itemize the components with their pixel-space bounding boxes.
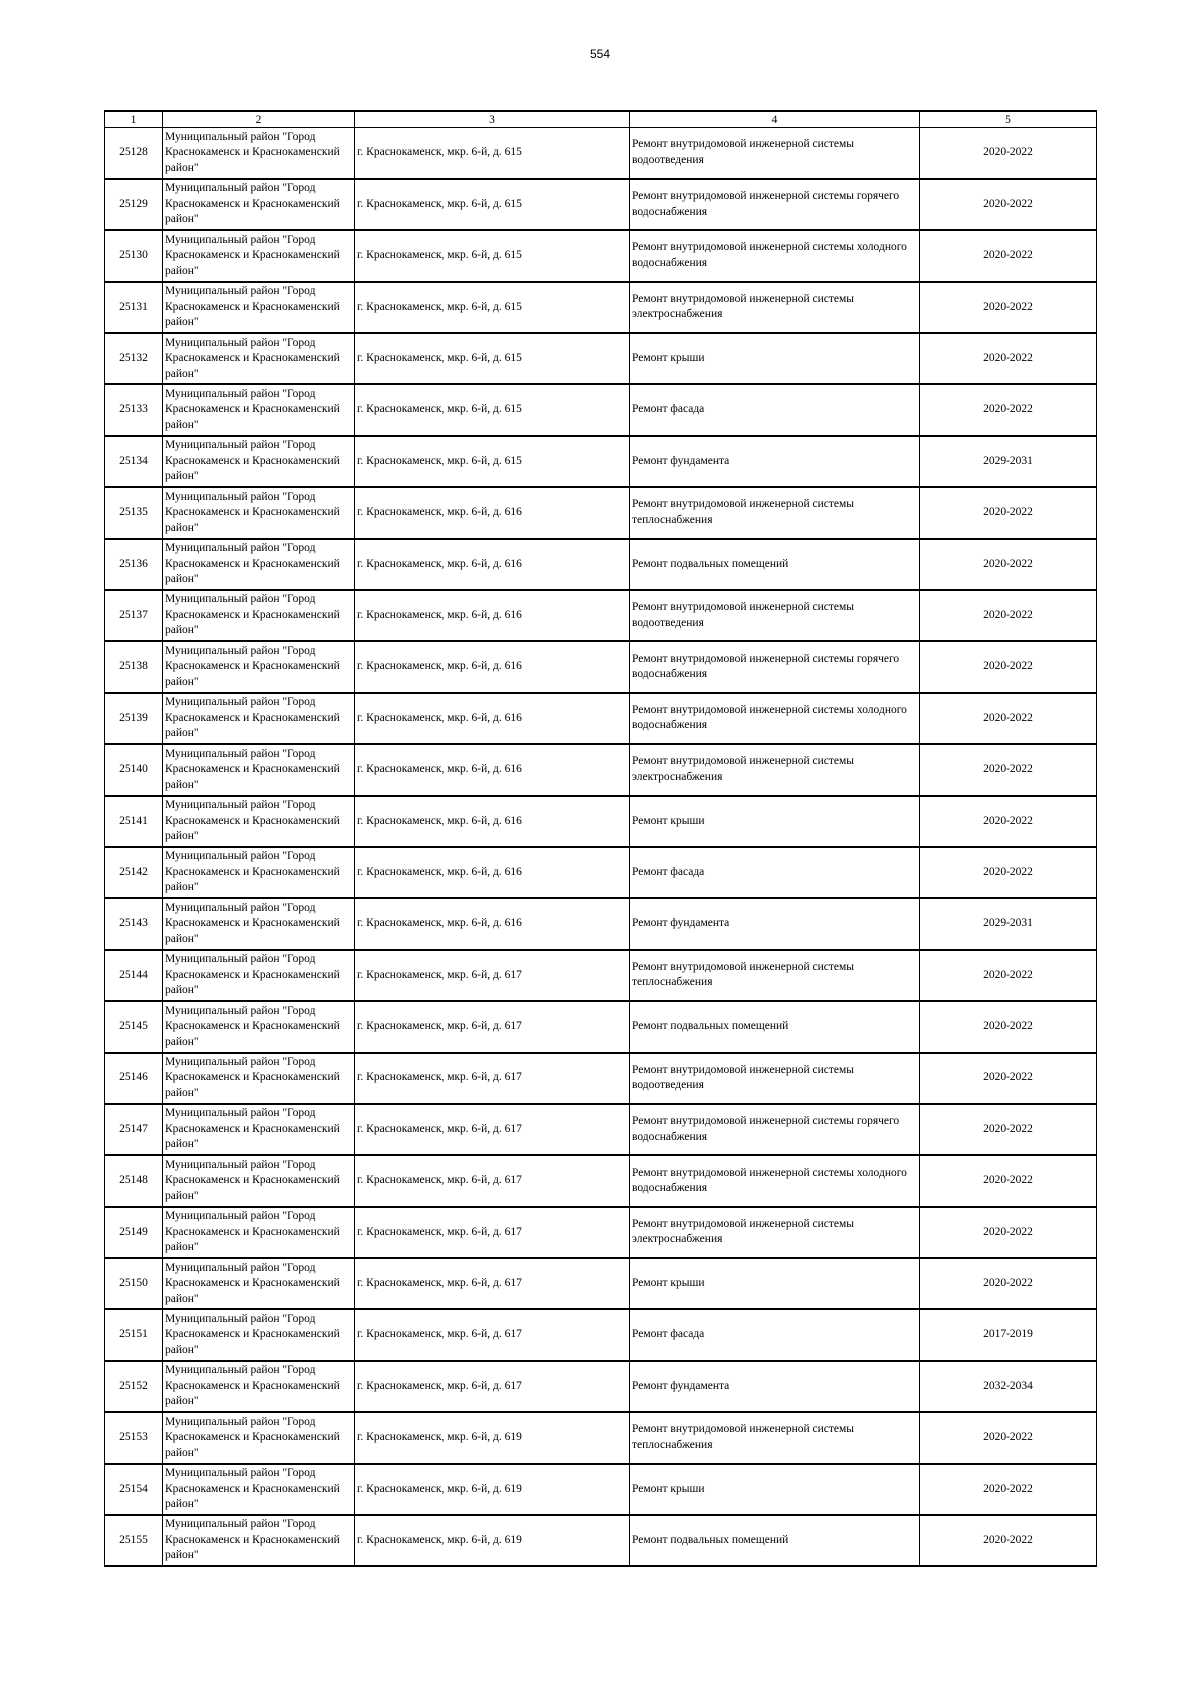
- address-cell: г. Краснокаменск, мкр. 6-й, д. 619: [355, 1464, 630, 1515]
- row-number: 25145: [105, 1001, 163, 1052]
- table-row: [105, 1464, 1097, 1515]
- period-cell: 2020-2022: [920, 333, 1097, 384]
- municipality-cell: Муниципальный район "Город Краснокаменск и Краснокаменский район": [163, 1361, 355, 1412]
- period-cell: 2020-2022: [920, 641, 1097, 692]
- row-number: 25140: [105, 744, 163, 795]
- period-cell: 2020-2022: [920, 1207, 1097, 1258]
- work-type-cell: Ремонт подвальных помещений: [630, 1001, 920, 1052]
- table-row: [105, 487, 1097, 538]
- work-type-cell: Ремонт внутридомовой инженерной системы горячего водоснабжения: [630, 179, 920, 230]
- period-cell: 2020-2022: [920, 539, 1097, 590]
- row-number: 25130: [105, 230, 163, 281]
- address-cell: г. Краснокаменск, мкр. 6-й, д. 616: [355, 539, 630, 590]
- address-cell: г. Краснокаменск, мкр. 6-й, д. 616: [355, 796, 630, 847]
- address-cell: г. Краснокаменск, мкр. 6-й, д. 616: [355, 487, 630, 538]
- municipality-cell: Муниципальный район "Город Краснокаменск и Краснокаменский район": [163, 487, 355, 538]
- table-row: [105, 128, 1097, 179]
- work-type-cell: Ремонт внутридомовой инженерной системы холодного водоснабжения: [630, 693, 920, 744]
- municipality-cell: Муниципальный район "Город Краснокаменск и Краснокаменский район": [163, 1258, 355, 1309]
- address-cell: г. Краснокаменск, мкр. 6-й, д. 616: [355, 693, 630, 744]
- address-cell: г. Краснокаменск, мкр. 6-й, д. 615: [355, 282, 630, 333]
- address-cell: г. Краснокаменск, мкр. 6-й, д. 615: [355, 333, 630, 384]
- municipality-cell: Муниципальный район "Город Краснокаменск и Краснокаменский район": [163, 384, 355, 435]
- municipality-cell: Муниципальный район "Город Краснокаменск и Краснокаменский район": [163, 1001, 355, 1052]
- column-header-5: 5: [920, 111, 1097, 128]
- row-number: 25134: [105, 436, 163, 487]
- table-body: [105, 128, 1097, 1567]
- row-number: 25150: [105, 1258, 163, 1309]
- table-row: [105, 693, 1097, 744]
- municipality-cell: Муниципальный район "Город Краснокаменск и Краснокаменский район": [163, 641, 355, 692]
- row-number: 25149: [105, 1207, 163, 1258]
- table-row: [105, 539, 1097, 590]
- row-number: 25137: [105, 590, 163, 641]
- table-header: [105, 111, 1097, 128]
- table-row: [105, 847, 1097, 898]
- table-row: [105, 744, 1097, 795]
- work-type-cell: Ремонт крыши: [630, 1464, 920, 1515]
- period-cell: 2020-2022: [920, 1515, 1097, 1566]
- work-type-cell: Ремонт внутридомовой инженерной системы горячего водоснабжения: [630, 641, 920, 692]
- column-header-1: 1: [105, 111, 163, 128]
- municipality-cell: Муниципальный район "Город Краснокаменск и Краснокаменский район": [163, 693, 355, 744]
- column-header-2: 2: [163, 111, 355, 128]
- address-cell: г. Краснокаменск, мкр. 6-й, д. 619: [355, 1515, 630, 1566]
- municipality-cell: Муниципальный район "Город Краснокаменск и Краснокаменский район": [163, 898, 355, 949]
- address-cell: г. Краснокаменск, мкр. 6-й, д. 617: [355, 1207, 630, 1258]
- period-cell: 2020-2022: [920, 950, 1097, 1001]
- work-type-cell: Ремонт подвальных помещений: [630, 539, 920, 590]
- work-type-cell: Ремонт внутридомовой инженерной системы теплоснабжения: [630, 950, 920, 1001]
- work-type-cell: Ремонт подвальных помещений: [630, 1515, 920, 1566]
- period-cell: 2020-2022: [920, 1464, 1097, 1515]
- municipality-cell: Муниципальный район "Город Краснокаменск и Краснокаменский район": [163, 1412, 355, 1463]
- table-row: [105, 1258, 1097, 1309]
- municipality-cell: Муниципальный район "Город Краснокаменск и Краснокаменский район": [163, 950, 355, 1001]
- address-cell: г. Краснокаменск, мкр. 6-й, д. 617: [355, 1053, 630, 1104]
- address-cell: г. Краснокаменск, мкр. 6-й, д. 617: [355, 950, 630, 1001]
- period-cell: 2020-2022: [920, 384, 1097, 435]
- municipality-cell: Муниципальный район "Город Краснокаменск и Краснокаменский район": [163, 128, 355, 179]
- municipality-cell: Муниципальный район "Город Краснокаменск и Краснокаменский район": [163, 436, 355, 487]
- row-number: 25153: [105, 1412, 163, 1463]
- municipality-cell: Муниципальный район "Город Краснокаменск и Краснокаменский район": [163, 590, 355, 641]
- period-cell: 2029-2031: [920, 436, 1097, 487]
- row-number: 25133: [105, 384, 163, 435]
- address-cell: г. Краснокаменск, мкр. 6-й, д. 617: [355, 1309, 630, 1360]
- municipality-cell: Муниципальный район "Город Краснокаменск и Краснокаменский район": [163, 1309, 355, 1360]
- row-number: 25152: [105, 1361, 163, 1412]
- period-cell: 2020-2022: [920, 1155, 1097, 1206]
- table-row: [105, 1001, 1097, 1052]
- work-type-cell: Ремонт фасада: [630, 847, 920, 898]
- work-type-cell: Ремонт фундамента: [630, 1361, 920, 1412]
- row-number: 25144: [105, 950, 163, 1001]
- row-number: 25142: [105, 847, 163, 898]
- period-cell: 2020-2022: [920, 590, 1097, 641]
- municipality-cell: Муниципальный район "Город Краснокаменск и Краснокаменский район": [163, 539, 355, 590]
- table-row: [105, 1155, 1097, 1206]
- table-row: [105, 898, 1097, 949]
- row-number: 25141: [105, 796, 163, 847]
- work-type-cell: Ремонт внутридомовой инженерной системы электроснабжения: [630, 1207, 920, 1258]
- municipality-cell: Муниципальный район "Город Краснокаменск и Краснокаменский район": [163, 282, 355, 333]
- work-type-cell: Ремонт внутридомовой инженерной системы горячего водоснабжения: [630, 1104, 920, 1155]
- municipality-cell: Муниципальный район "Город Краснокаменск и Краснокаменский район": [163, 1515, 355, 1566]
- row-number: 25148: [105, 1155, 163, 1206]
- row-number: 25132: [105, 333, 163, 384]
- address-cell: г. Краснокаменск, мкр. 6-й, д. 617: [355, 1258, 630, 1309]
- address-cell: г. Краснокаменск, мкр. 6-й, д. 617: [355, 1104, 630, 1155]
- column-header-4: 4: [630, 111, 920, 128]
- period-cell: 2032-2034: [920, 1361, 1097, 1412]
- period-cell: 2020-2022: [920, 693, 1097, 744]
- table-row: [105, 282, 1097, 333]
- work-type-cell: Ремонт внутридомовой инженерной системы теплоснабжения: [630, 487, 920, 538]
- row-number: 25147: [105, 1104, 163, 1155]
- period-cell: 2020-2022: [920, 744, 1097, 795]
- municipality-cell: Муниципальный район "Город Краснокаменск и Краснокаменский район": [163, 179, 355, 230]
- table-row: [105, 384, 1097, 435]
- row-number: 25146: [105, 1053, 163, 1104]
- municipality-cell: Муниципальный район "Город Краснокаменск и Краснокаменский район": [163, 1464, 355, 1515]
- work-type-cell: Ремонт фундамента: [630, 436, 920, 487]
- table-row: [105, 641, 1097, 692]
- work-type-cell: Ремонт внутридомовой инженерной системы водоотведения: [630, 1053, 920, 1104]
- work-type-cell: Ремонт внутридомовой инженерной системы холодного водоснабжения: [630, 230, 920, 281]
- table-row: [105, 796, 1097, 847]
- address-cell: г. Краснокаменск, мкр. 6-й, д. 617: [355, 1361, 630, 1412]
- repair-schedule-table: [104, 110, 1097, 1567]
- address-cell: г. Краснокаменск, мкр. 6-й, д. 619: [355, 1412, 630, 1463]
- row-number: 25136: [105, 539, 163, 590]
- table-row: [105, 590, 1097, 641]
- address-cell: г. Краснокаменск, мкр. 6-й, д. 615: [355, 128, 630, 179]
- address-cell: г. Краснокаменск, мкр. 6-й, д. 616: [355, 641, 630, 692]
- period-cell: 2020-2022: [920, 487, 1097, 538]
- municipality-cell: Муниципальный район "Город Краснокаменск и Краснокаменский район": [163, 847, 355, 898]
- table-row: [105, 1104, 1097, 1155]
- work-type-cell: Ремонт внутридомовой инженерной системы электроснабжения: [630, 744, 920, 795]
- municipality-cell: Муниципальный район "Город Краснокаменск и Краснокаменский район": [163, 1053, 355, 1104]
- work-type-cell: Ремонт внутридомовой инженерной системы холодного водоснабжения: [630, 1155, 920, 1206]
- address-cell: г. Краснокаменск, мкр. 6-й, д. 617: [355, 1155, 630, 1206]
- work-type-cell: Ремонт крыши: [630, 796, 920, 847]
- table-row: [105, 333, 1097, 384]
- column-number-row: [105, 111, 1097, 128]
- page-number: 554: [589, 47, 611, 61]
- row-number: 25155: [105, 1515, 163, 1566]
- municipality-cell: Муниципальный район "Город Краснокаменск и Краснокаменский район": [163, 1207, 355, 1258]
- work-type-cell: Ремонт внутридомовой инженерной системы теплоснабжения: [630, 1412, 920, 1463]
- address-cell: г. Краснокаменск, мкр. 6-й, д. 616: [355, 847, 630, 898]
- row-number: 25151: [105, 1309, 163, 1360]
- period-cell: 2020-2022: [920, 1104, 1097, 1155]
- table-row: [105, 1515, 1097, 1566]
- work-type-cell: Ремонт крыши: [630, 1258, 920, 1309]
- table-row: [105, 230, 1097, 281]
- table-row: [105, 1207, 1097, 1258]
- period-cell: 2029-2031: [920, 898, 1097, 949]
- address-cell: г. Краснокаменск, мкр. 6-й, д. 615: [355, 436, 630, 487]
- period-cell: 2020-2022: [920, 230, 1097, 281]
- period-cell: 2020-2022: [920, 1258, 1097, 1309]
- municipality-cell: Муниципальный район "Город Краснокаменск и Краснокаменский район": [163, 796, 355, 847]
- work-type-cell: Ремонт фасада: [630, 384, 920, 435]
- period-cell: 2020-2022: [920, 128, 1097, 179]
- work-type-cell: Ремонт фасада: [630, 1309, 920, 1360]
- table-row: [105, 436, 1097, 487]
- period-cell: 2020-2022: [920, 847, 1097, 898]
- table-row: [105, 1361, 1097, 1412]
- address-cell: г. Краснокаменск, мкр. 6-й, д. 617: [355, 1001, 630, 1052]
- municipality-cell: Муниципальный район "Город Краснокаменск и Краснокаменский район": [163, 230, 355, 281]
- table-row: [105, 1412, 1097, 1463]
- address-cell: г. Краснокаменск, мкр. 6-й, д. 616: [355, 590, 630, 641]
- municipality-cell: Муниципальный район "Город Краснокаменск и Краснокаменский район": [163, 333, 355, 384]
- period-cell: 2017-2019: [920, 1309, 1097, 1360]
- municipality-cell: Муниципальный район "Город Краснокаменск и Краснокаменский район": [163, 744, 355, 795]
- period-cell: 2020-2022: [920, 282, 1097, 333]
- work-type-cell: Ремонт фундамента: [630, 898, 920, 949]
- municipality-cell: Муниципальный район "Город Краснокаменск и Краснокаменский район": [163, 1104, 355, 1155]
- table-row: [105, 950, 1097, 1001]
- period-cell: 2020-2022: [920, 796, 1097, 847]
- address-cell: г. Краснокаменск, мкр. 6-й, д. 615: [355, 179, 630, 230]
- column-header-3: 3: [355, 111, 630, 128]
- work-type-cell: Ремонт внутридомовой инженерной системы электроснабжения: [630, 282, 920, 333]
- table-row: [105, 1053, 1097, 1104]
- work-type-cell: Ремонт внутридомовой инженерной системы водоотведения: [630, 590, 920, 641]
- period-cell: 2020-2022: [920, 1412, 1097, 1463]
- address-cell: г. Краснокаменск, мкр. 6-й, д. 615: [355, 230, 630, 281]
- address-cell: г. Краснокаменск, мкр. 6-й, д. 615: [355, 384, 630, 435]
- row-number: 25154: [105, 1464, 163, 1515]
- period-cell: 2020-2022: [920, 1001, 1097, 1052]
- row-number: 25139: [105, 693, 163, 744]
- row-number: 25131: [105, 282, 163, 333]
- address-cell: г. Краснокаменск, мкр. 6-й, д. 616: [355, 744, 630, 795]
- row-number: 25129: [105, 179, 163, 230]
- work-type-cell: Ремонт крыши: [630, 333, 920, 384]
- period-cell: 2020-2022: [920, 179, 1097, 230]
- municipality-cell: Муниципальный район "Город Краснокаменск и Краснокаменский район": [163, 1155, 355, 1206]
- table-row: [105, 1309, 1097, 1360]
- period-cell: 2020-2022: [920, 1053, 1097, 1104]
- table-row: [105, 179, 1097, 230]
- row-number: 25128: [105, 128, 163, 179]
- row-number: 25138: [105, 641, 163, 692]
- work-type-cell: Ремонт внутридомовой инженерной системы водоотведения: [630, 128, 920, 179]
- row-number: 25135: [105, 487, 163, 538]
- row-number: 25143: [105, 898, 163, 949]
- address-cell: г. Краснокаменск, мкр. 6-й, д. 616: [355, 898, 630, 949]
